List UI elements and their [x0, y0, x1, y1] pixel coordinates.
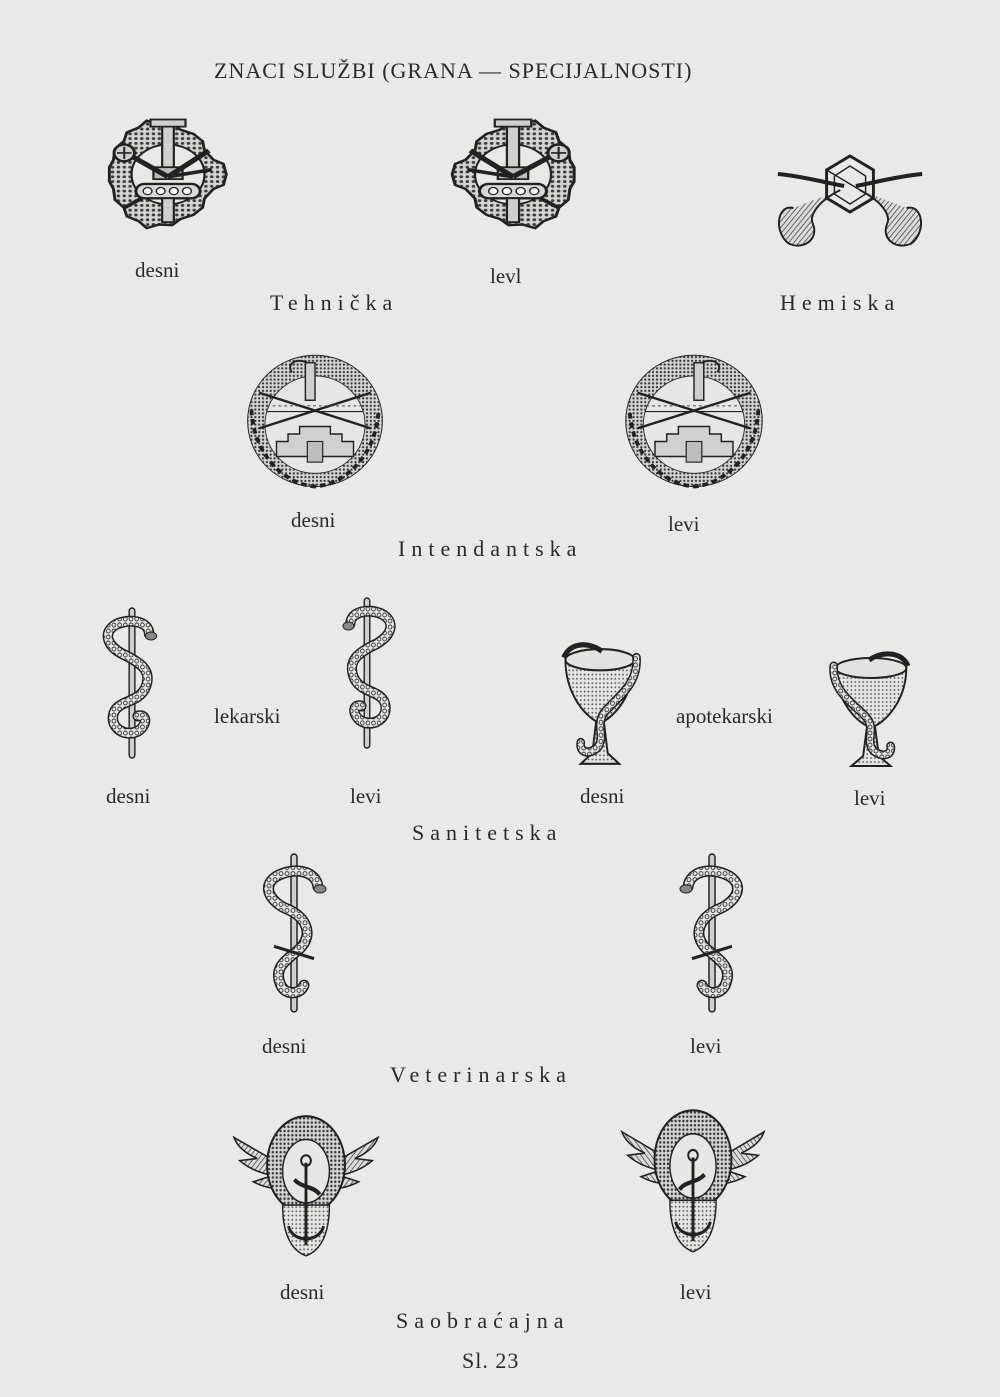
saobracajna-desni-label: desni [280, 1280, 325, 1304]
veterinarska-levi-label: levi [690, 1034, 722, 1058]
lekarski-group-label: lekarski [214, 704, 281, 728]
winged-wheel-anchor-icon [616, 1106, 770, 1256]
sanitetska-lekarski-desni-badge [94, 604, 170, 764]
rod-of-asclepius-icon [94, 604, 170, 764]
rod-with-serpent-icon [672, 852, 752, 1016]
figure-number: Sl. 23 [462, 1348, 520, 1373]
apotekarski-group-label: apotekarski [676, 704, 773, 728]
wreath-gear-factory-emblem-icon [238, 344, 392, 494]
bowl-of-hygieia-icon [822, 640, 920, 770]
sanitetska-lekarski-desni-label: desni [106, 784, 151, 808]
hemiska-section-label: Hemiska [780, 290, 901, 315]
hemiska-badge [772, 138, 928, 258]
rod-with-serpent-icon [254, 852, 334, 1016]
sanitetska-apotekarski-levi-label: levi [854, 786, 886, 810]
tehnicka-desni-badge [98, 98, 238, 246]
winged-wheel-anchor-icon [228, 1112, 384, 1260]
gear-crane-emblem-icon [440, 98, 586, 246]
intendantska-levi-badge [616, 344, 772, 494]
sanitetska-lekarski-levi-badge [330, 594, 404, 754]
sanitetska-lekarski-levi-label: levi [350, 784, 382, 808]
tehnicka-levi-label: levl [490, 264, 522, 288]
tehnicka-section-label: Tehnička [270, 290, 399, 315]
veterinarska-section-label: Veterinarska [390, 1062, 572, 1087]
bowl-of-hygieia-icon [552, 630, 648, 768]
sanitetska-section-label: Sanitetska [412, 820, 563, 845]
saobracajna-desni-badge [228, 1112, 384, 1260]
retorts-hexagon-emblem-icon [772, 138, 928, 258]
gear-crane-emblem-icon [98, 98, 238, 246]
intendantska-desni-label: desni [291, 508, 336, 532]
saobracajna-levi-label: levi [680, 1280, 712, 1304]
saobracajna-section-label: Saobraćajna [396, 1308, 570, 1333]
sanitetska-apotekarski-levi-badge [822, 640, 920, 770]
page-title: ZNACI SLUŽBI (GRANA — SPECIJALNOSTI) [214, 58, 693, 83]
rod-of-asclepius-icon [330, 594, 404, 754]
intendantska-section-label: Intendantska [398, 536, 583, 561]
veterinarska-desni-badge [254, 852, 334, 1016]
tehnicka-levi-badge [440, 98, 586, 246]
wreath-gear-factory-emblem-icon [616, 344, 772, 494]
intendantska-desni-badge [238, 344, 392, 494]
veterinarska-desni-label: desni [262, 1034, 307, 1058]
intendantska-levi-label: levi [668, 512, 700, 536]
sanitetska-apotekarski-desni-badge [552, 630, 648, 768]
saobracajna-levi-badge [616, 1106, 770, 1256]
veterinarska-levi-badge [672, 852, 752, 1016]
sanitetska-apotekarski-desni-label: desni [580, 784, 625, 808]
tehnicka-desni-label: desni [135, 258, 180, 282]
